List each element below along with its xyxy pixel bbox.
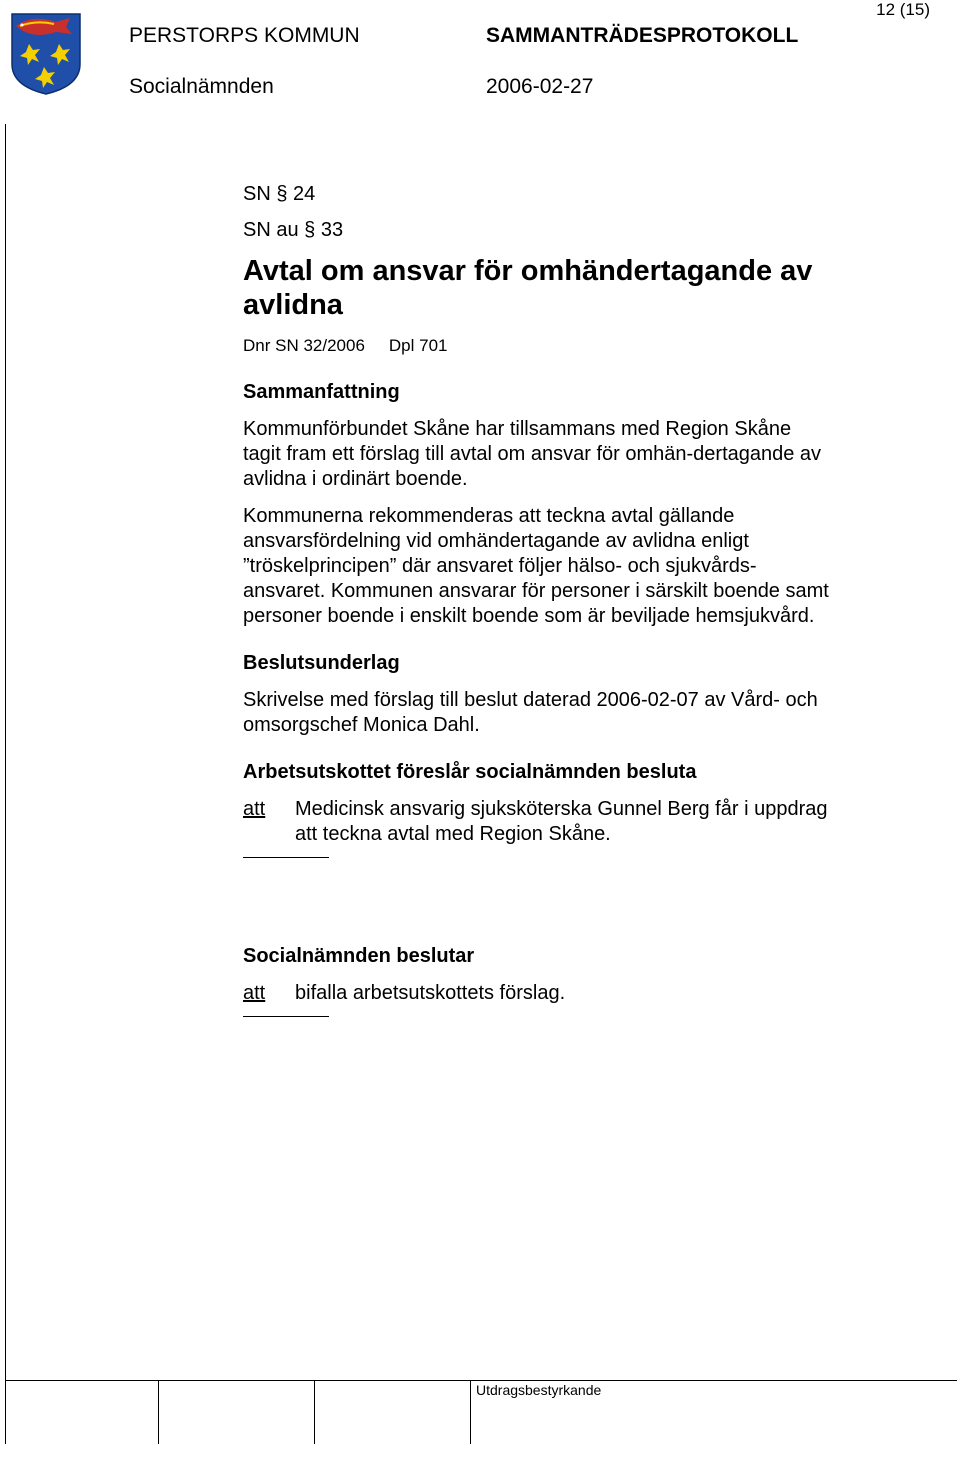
summary-paragraph-2: Kommunerna rekommenderas att teckna avtal gällande ansvarsfördelning vid omhändertagande av avlidna enligt ”tröskelprincipen” där ansvaret följer hälso- och sjukvårds-ansvaret. Kommunen ansvarar för personer i särskilt boende samt personer boende i enskilt boende som är beviljade hemsjukvård. [243,505,829,627]
footer-divider [314,1380,315,1444]
meeting-date: 2006-02-27 [486,75,594,98]
item-title: Avtal om ansvar för omhändertagande av avlidna [243,255,813,321]
dnr-number: Dnr SN 32/2006 [243,336,365,355]
footer-divider [158,1380,159,1444]
coat-of-arms-icon [10,12,82,96]
decision-heading: Socialnämnden beslutar [243,945,475,967]
dpl-number: Dpl 701 [388,336,448,355]
protocol-body [243,176,833,1017]
diary-reference [243,333,833,358]
page-number: 12 (15) [876,0,930,19]
au-proposal-heading: Arbetsutskottet föreslår socialnämnden besluta [243,761,697,783]
att-label: att [243,982,266,1004]
summary-paragraph-1: Kommunförbundet Skåne har tillsammans med Region Skåne tagit fram ett förslag till avtal om ansvar för omhän-dertagande av avlidna i ordinärt boende. [243,418,822,490]
proposal-end-rule [243,857,329,858]
sn-au-paragraph-ref: SN au § 33 [243,219,344,241]
au-proposal-item [243,797,833,847]
basis-heading: Beslutsunderlag [243,652,400,674]
footer-divider [470,1380,471,1444]
att-label: att [243,798,266,820]
basis-text: Skrivelse med förslag till beslut daterad 2006-02-07 av Vård- och omsorgschef Monica Dahl. [243,689,818,736]
municipality-name: PERSTORPS KOMMUN [129,24,360,47]
decision-item [243,981,833,1006]
footer-line [5,1380,957,1381]
left-margin-line [5,124,6,1380]
sn-paragraph-ref: SN § 24 [243,183,316,205]
board-name: Socialnämnden [129,75,274,98]
decision-text: bifalla arbetsutskottets förslag. [295,982,566,1004]
footer-label: Utdragsbestyrkande [476,1382,602,1398]
document-type: SAMMANTRÄDESPROTOKOLL [486,24,799,47]
summary-heading: Sammanfattning [243,381,400,403]
footer-divider [5,1380,6,1444]
decision-end-rule [243,1016,329,1017]
au-proposal-text: Medicinsk ansvarig sjuksköterska Gunnel Berg får i uppdrag att teckna avtal med Region Skåne. [295,798,828,845]
